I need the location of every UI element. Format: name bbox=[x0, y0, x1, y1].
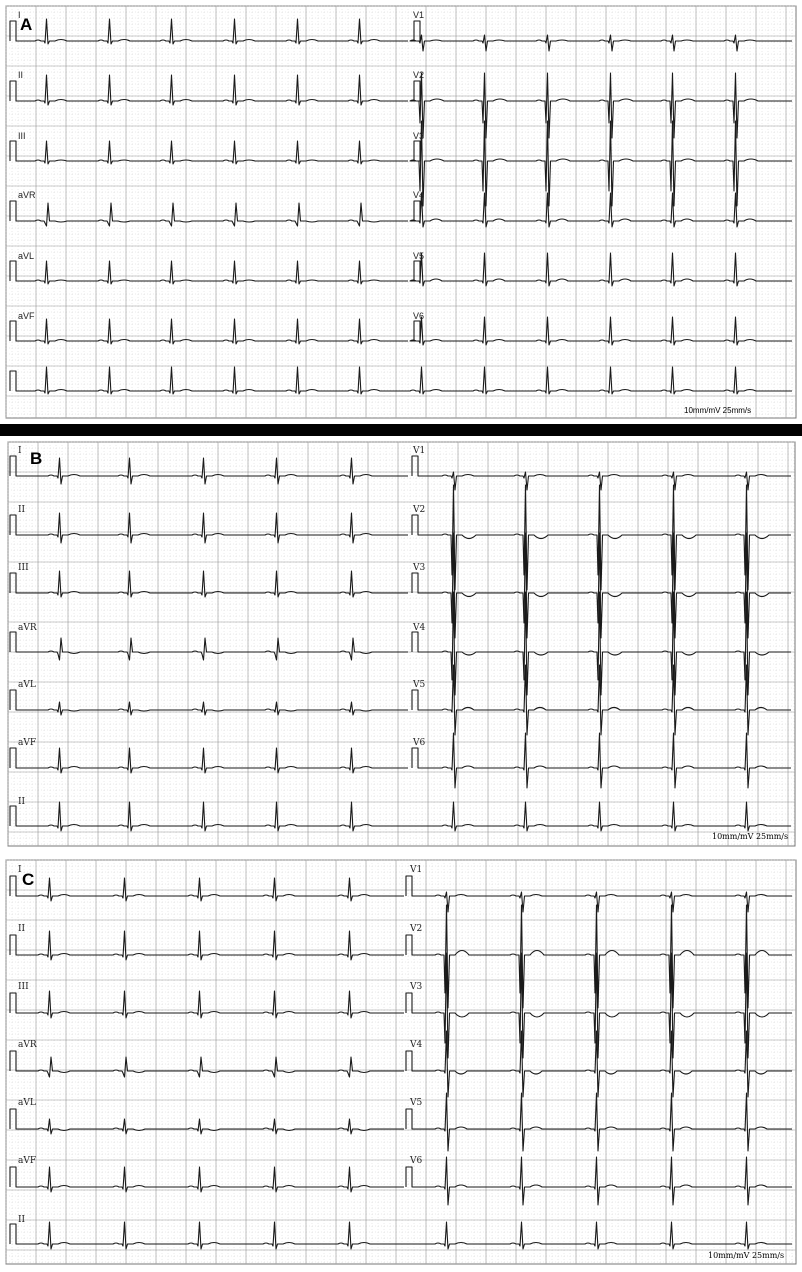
ecg-grid bbox=[8, 442, 795, 846]
lead-label-aVL: aVL bbox=[18, 251, 35, 261]
panel-letter: C bbox=[22, 870, 35, 889]
lead-label-V1: V1 bbox=[410, 865, 423, 875]
lead-label-V5: V5 bbox=[413, 251, 425, 261]
panel-letter: B bbox=[30, 449, 43, 468]
lead-label-V2: V2 bbox=[413, 70, 425, 80]
lead-label-II: II bbox=[18, 70, 24, 80]
calibration-label: 10mm/mV 25mm/s bbox=[684, 406, 752, 415]
ecg-chart-a bbox=[0, 0, 802, 424]
lead-label-V1: V1 bbox=[413, 10, 425, 20]
lead-label-aVF: aVF bbox=[18, 738, 37, 748]
lead-label-V3: V3 bbox=[413, 563, 426, 573]
lead-label-V1: V1 bbox=[413, 446, 426, 456]
lead-label-I: I bbox=[18, 865, 22, 875]
ecg-panel-b bbox=[0, 436, 802, 852]
lead-label-V6: V6 bbox=[413, 311, 425, 321]
ecg-chart-c bbox=[0, 852, 802, 1272]
lead-label-III: III bbox=[18, 982, 29, 992]
lead-label-aVL: aVL bbox=[18, 1098, 36, 1108]
lead-label-III: III bbox=[18, 563, 29, 573]
ecg-chart-b bbox=[0, 436, 802, 852]
ecg-panel-c bbox=[0, 852, 802, 1272]
ecg-paper bbox=[6, 860, 796, 1264]
ecg-paper bbox=[8, 442, 795, 846]
lead-label-V2: V2 bbox=[413, 505, 426, 515]
lead-label-V3: V3 bbox=[410, 982, 423, 992]
lead-label-V5: V5 bbox=[410, 1098, 423, 1108]
lead-label-V5: V5 bbox=[413, 680, 426, 690]
lead-label-aVR: aVR bbox=[18, 1040, 37, 1050]
lead-label-V4: V4 bbox=[413, 190, 425, 200]
lead-label-I: I bbox=[18, 10, 21, 20]
ecg-paper bbox=[6, 6, 796, 418]
ecg-panel-a bbox=[0, 0, 802, 424]
ecg-grid bbox=[6, 860, 796, 1264]
lead-label-I: I bbox=[18, 446, 22, 456]
lead-label-aVF: aVF bbox=[18, 1156, 37, 1166]
calibration-label: 10mm/mV 25mm/s bbox=[712, 832, 789, 841]
lead-label-aVL: aVL bbox=[18, 680, 36, 690]
lead-label-rhythm-II: II bbox=[18, 797, 26, 807]
lead-label-aVR: aVR bbox=[18, 623, 37, 633]
lead-label-II: II bbox=[18, 505, 26, 515]
lead-label-aVF: aVF bbox=[18, 311, 35, 321]
ecg-grid bbox=[6, 6, 796, 418]
lead-label-rhythm-II: II bbox=[18, 1215, 26, 1225]
lead-label-V4: V4 bbox=[413, 623, 426, 633]
lead-label-V4: V4 bbox=[410, 1040, 423, 1050]
lead-label-V6: V6 bbox=[410, 1156, 423, 1166]
lead-label-III: III bbox=[18, 131, 26, 141]
lead-label-V3: V3 bbox=[413, 131, 425, 141]
calibration-label: 10mm/mV 25mm/s bbox=[708, 1251, 785, 1260]
lead-label-V6: V6 bbox=[413, 738, 426, 748]
lead-label-V2: V2 bbox=[410, 924, 423, 934]
lead-label-II: II bbox=[18, 924, 26, 934]
lead-label-aVR: aVR bbox=[18, 190, 36, 200]
panel-letter: A bbox=[20, 15, 33, 34]
